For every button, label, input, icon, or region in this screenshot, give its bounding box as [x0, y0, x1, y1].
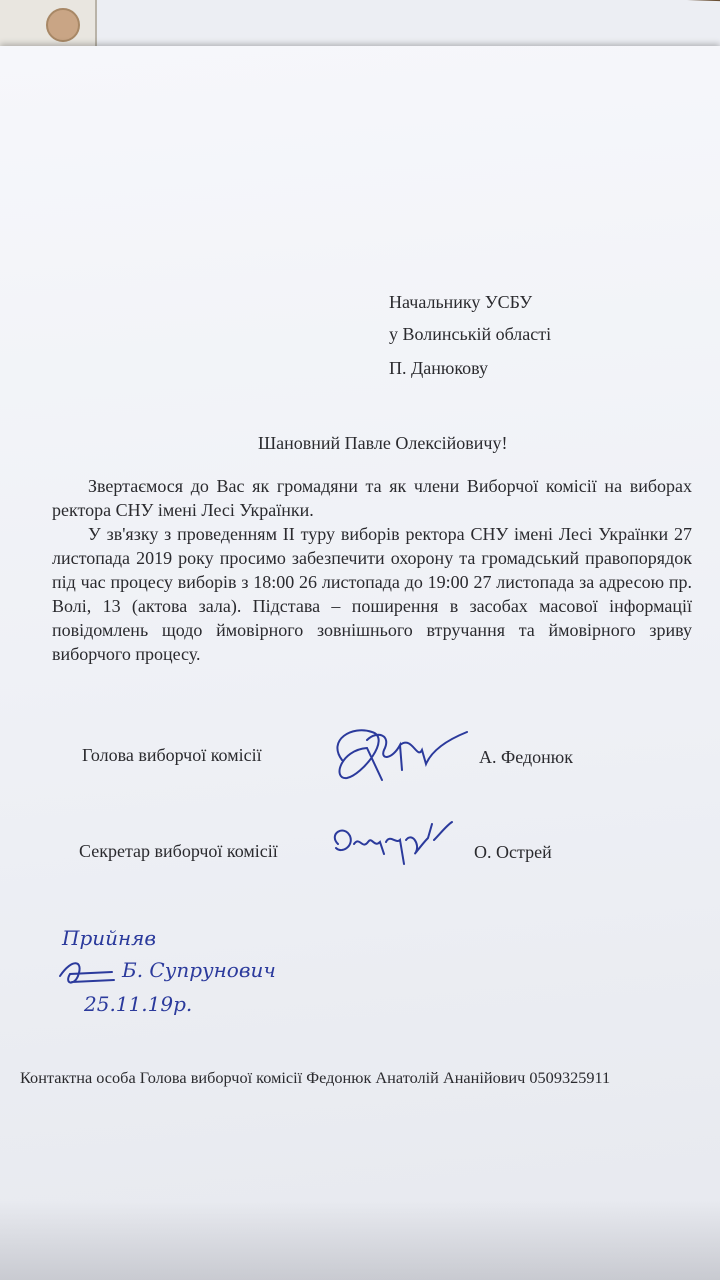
letter-page	[0, 46, 720, 1280]
chair-name: А. Федонюк	[479, 747, 573, 767]
body-paragraph-1: Звертаємося до Вас як громадяни та як члени Виборчої комісії на виборах ректора СНУ імені Лесі Українки.	[52, 476, 692, 520]
handwritten-date: 25.11.19р.	[84, 992, 193, 1016]
receiver-signature	[52, 954, 122, 994]
chair-signature	[322, 720, 472, 790]
page-shadow	[0, 1200, 720, 1280]
handwritten-receiver-name: Б. Супрунович	[122, 958, 276, 982]
chair-title: Голова виборчої комісії	[82, 745, 262, 765]
body-paragraph-2: У зв'язку з проведенням II туру виборів ректора СНУ імені Лесі Українки 27 листопада 2019 року просимо забезпечити охорону та громадський правопорядок під час процесу виборів з 18:00 26 листопада до 19:00 27 листопада за адресою пр. Волі, 13 (актова зала). Підстава – поширення в засобах масової інформації повідомлень щодо ймовірного зовнішнього втручання та ймовірного зриву виборчого процесу.	[52, 524, 692, 664]
binder-hole	[46, 8, 80, 42]
addressee-line-3: П. Данюкову	[389, 358, 489, 378]
handwritten-received: Прийняв	[62, 926, 157, 950]
addressee-line-2: у Волинській області	[389, 324, 552, 344]
secretary-signature	[324, 814, 474, 874]
secretary-name: О. Острей	[474, 842, 552, 862]
addressee-line-1: Начальнику УСБУ	[389, 292, 533, 312]
salutation: Шановний Павле Олексійовичу!	[258, 433, 508, 453]
contact-line: Контактна особа Голова виборчої комісії Федонюк Анатолій Ананійович 0509325911	[20, 1068, 611, 1087]
secretary-title: Секретар виборчої комісії	[79, 841, 278, 861]
